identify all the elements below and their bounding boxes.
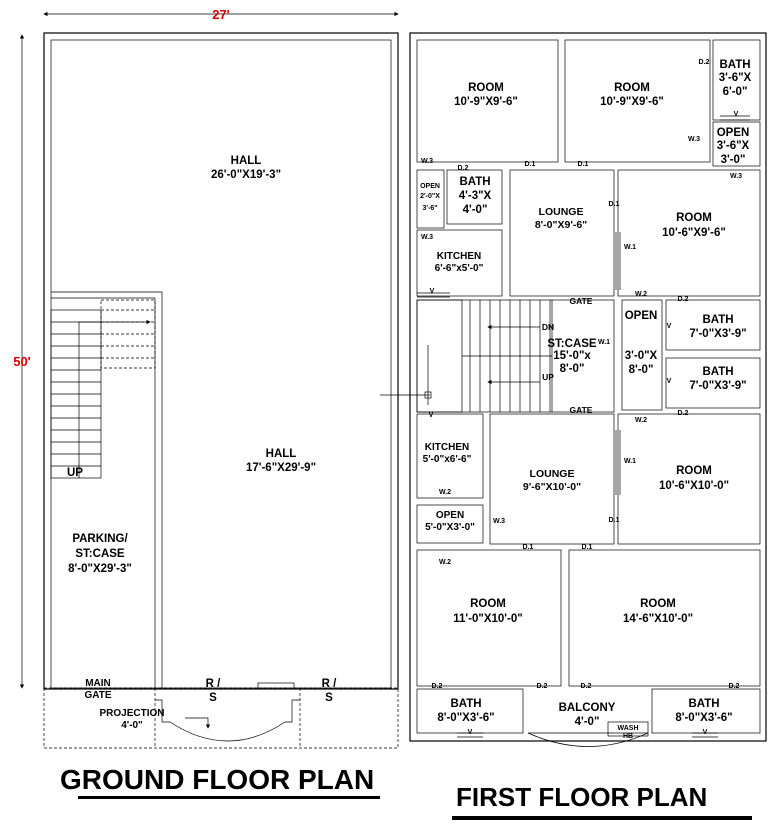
projection-label: PROJECTION 4'-0" [99,708,165,731]
svg-text:D.1: D.1 [608,517,620,524]
svg-text:W.1: W.1 [623,244,637,251]
ground-stair-up-label: UP [67,467,83,479]
open-mid-label: OPEN 3'-0"X 8'-0" [624,310,658,376]
balcony-label: BALCONY 4'-0" [558,702,616,728]
svg-text:V: V [429,288,435,295]
depth-dimension [13,35,31,688]
hall-main-label: HALL 17'-6"X29'-9" [245,448,317,474]
svg-text:D.2: D.2 [677,410,689,417]
width-dimension [44,7,398,22]
svg-text:D.1: D.1 [577,161,589,168]
bath-r1-label: BATH 7'-0"X3'-9" [689,314,747,340]
gate-bottom-label: GATE [569,405,593,415]
first-floor-title: FIRST FLOOR PLAN [456,782,708,812]
depth-label: 50' [13,354,31,369]
room-tm-label: ROOM 10'-9"X9'-6" [600,82,664,108]
svg-text:D.2: D.2 [698,59,710,66]
lounge-bottom-label: LOUNGE 9'-6"X10'-0" [522,468,582,493]
svg-text:D.2: D.2 [728,683,740,690]
svg-text:D.2: D.2 [431,683,443,690]
svg-text:V: V [733,111,739,118]
room-br-label: ROOM 14'-6"X10'-0" [622,598,694,625]
svg-text:V: V [666,323,672,330]
open-tr-label: OPEN 3'-6"X 3'-0" [716,127,750,166]
room-tl-label: ROOM 10'-9"X9'-6" [454,82,518,108]
svg-text:D.1: D.1 [608,201,620,208]
parking-label: PARKING/ ST:CASE 8'-0"X29'-3" [68,533,132,575]
svg-text:W.1: W.1 [623,458,637,465]
lounge-top-label: LOUNGE 8'-0"X9'-6" [534,206,588,231]
svg-text:W.2: W.2 [634,291,648,298]
svg-text:W.2: W.2 [634,417,648,424]
staircase-label: ST:CASE 15'-0"x 8'-0" [547,338,597,375]
svg-text:W.3: W.3 [729,173,743,180]
opening-tags [421,59,742,736]
ground-floor-plan [44,33,398,748]
svg-text:D.2: D.2 [457,165,469,172]
svg-text:W.3: W.3 [687,136,701,143]
svg-text:D.1: D.1 [524,161,536,168]
svg-text:D.2: D.2 [580,683,592,690]
bath-tr-label: BATH 3'-6"X 6'-0" [718,59,752,98]
svg-text:W.2: W.2 [438,559,452,566]
main-gate-label: MAIN GATE [84,678,112,701]
open-bottom-label: OPEN 5'-0"X3'-0" [425,510,475,533]
svg-text:D.1: D.1 [581,544,593,551]
gate-top-label: GATE [569,296,593,306]
stair-dn-label: DN [541,322,555,332]
ground-floor-title-underline [78,796,380,799]
ground-stairs [51,300,155,478]
kitchen-bottom-label: KITCHEN 5'-0"x6'-6" [422,442,472,465]
svg-text:W.3: W.3 [492,518,506,525]
room-r2-label: ROOM 10'-6"X10'-0" [658,465,730,492]
svg-text:V: V [666,378,672,385]
first-floor-plan [410,33,766,747]
wash-label: WASH HB [617,725,639,740]
svg-text:W.3: W.3 [420,158,434,165]
svg-text:V: V [702,729,708,736]
stair-up-label: UP [542,372,554,382]
width-label: 27' [212,7,230,22]
svg-text:W.1: W.1 [597,339,611,346]
hall-top-label: HALL 26'-0"X19'-3" [210,155,282,181]
svg-text:D.2: D.2 [677,296,689,303]
svg-text:D.1: D.1 [522,544,534,551]
bath-br-label: BATH 8'-0"X3'-6" [675,698,733,724]
rs-label-1: R / S [205,678,221,704]
first-floor-title-underline [452,816,752,820]
bath-bl-label: BATH 8'-0"X3'-6" [437,698,495,724]
room-r1-label: ROOM 10'-6"X9'-6" [662,212,726,239]
open-small-label: OPEN 2'-0"X 3'-6" [420,183,440,212]
kitchen-top-label: KITCHEN 6'-6"x5'-0" [434,251,484,274]
ground-floor-title: GROUND FLOOR PLAN [60,764,375,795]
svg-text:W.3: W.3 [420,234,434,241]
bath-r2-label: BATH 7'-0"X3'-9" [689,366,747,392]
svg-text:W.2: W.2 [438,489,452,496]
room-bl-label: ROOM 11'-0"X10'-0" [453,598,523,625]
svg-text:V: V [428,412,434,419]
bath-small-label: BATH 4'-3"X 4'-0" [458,176,492,216]
rs-label-2: R / S [321,678,337,704]
first-floor-stairs [462,300,555,412]
svg-text:D.2: D.2 [536,683,548,690]
svg-text:V: V [467,729,473,736]
